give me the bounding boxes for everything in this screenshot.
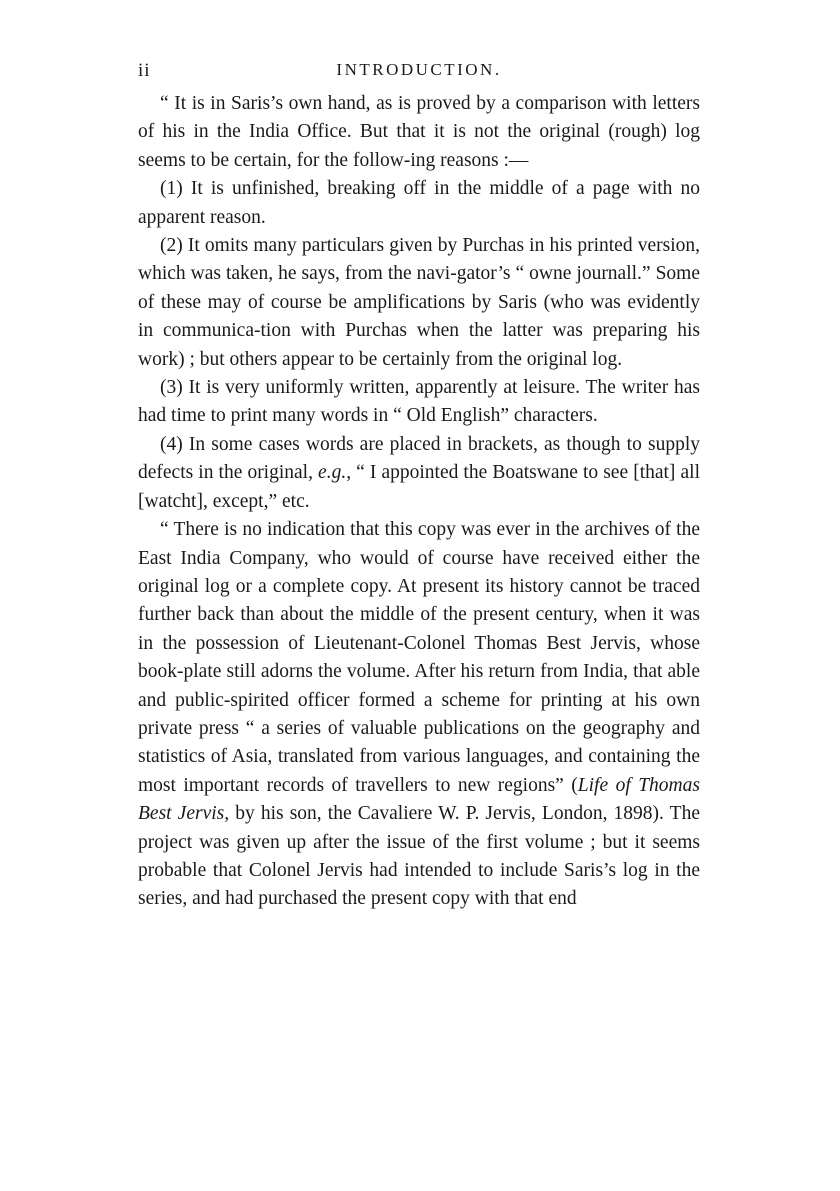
page-number: ii bbox=[138, 60, 151, 81]
reason-4-text-b: , “ I appointed the Boatswane to see [that] all [watcht], except,” etc. bbox=[138, 462, 700, 512]
paragraph-reason-3: (3) It is very uniformly written, apparently at leisure. The writer has had time to print many words in “ Old English” characters. bbox=[138, 377, 700, 427]
paragraph-history bbox=[138, 516, 700, 914]
book-page bbox=[138, 60, 700, 914]
paragraph-reason-4 bbox=[138, 431, 700, 516]
reason-4-text-a: (4) In some cases words are placed in brackets, as though to supply defects in the original, bbox=[138, 433, 700, 484]
paragraph-reason-1: (1) It is unfinished, breaking off in the middle of a page with no apparent reason. bbox=[138, 178, 700, 228]
page-header bbox=[138, 60, 700, 88]
paragraph-quote-intro: “ It is in Saris’s own hand, as is proved by a comparison with letters of his in the India Office. But that it is not the original (rough) log seems to be certain, for the follow-ing reasons :— bbox=[138, 93, 700, 171]
history-text-b: by his son, the Cavaliere W. P. Jervis, London, 1898). The project was given up after the issue of the first volume ; but it seems probable that Colonel Jervis had intended to include Saris’s log in the series, and had purchased the present copy with that end bbox=[138, 803, 700, 910]
book-title-citation: Life of Thomas Best Jervis, bbox=[138, 774, 700, 825]
paragraph-reason-2: (2) It omits many particulars given by Purchas in his printed version, which was taken, he says, from the navi-gator’s “ owne journall.” Some of these may of course be amplifications by Saris (who was evidently in communica-tion with Purchas when the latter was preparing his work) ; but others appear to be certainly from the original log. bbox=[138, 235, 700, 370]
history-text-a: “ There is no indication that this copy was ever in the archives of the East India Company, who would of course have received either the original log or a complete copy. At present its history cannot be traced further back than about the middle of the present century, when it was in the possession of Lieutenant-Colonel Thomas Best Jervis, whose book-plate still adorns the volume. After his return from India, that able and public-spirited officer formed a scheme for printing at his own private press “ a series of valuable publications on the geography and statistics of Asia, translated from various languages, and containing the most important records of travellers to new regions” ( bbox=[138, 519, 700, 796]
running-head: INTRODUCTION. bbox=[336, 60, 502, 79]
eg-abbreviation: e.g. bbox=[318, 462, 347, 484]
